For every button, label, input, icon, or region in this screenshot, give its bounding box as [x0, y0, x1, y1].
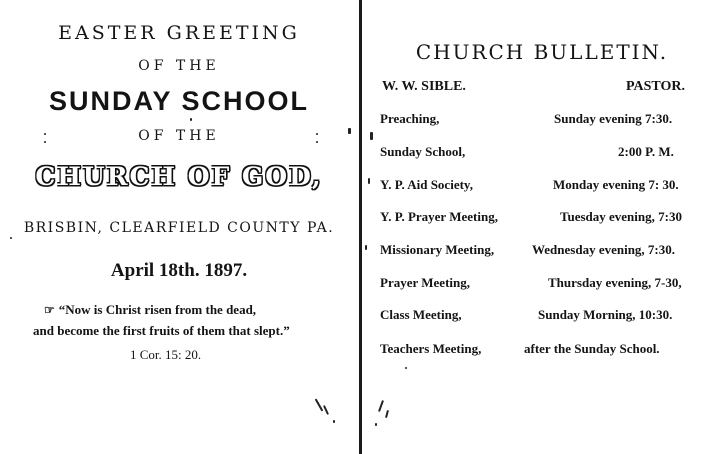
pastor-label: PASTOR.: [626, 79, 685, 94]
scripture-line-1: [44, 302, 364, 318]
scan-speck: [44, 133, 46, 135]
service-time: Sunday Morning, 10:30.: [538, 307, 673, 322]
pointing-hand-icon: ☞: [44, 303, 55, 317]
bulletin-panel: [364, 0, 720, 454]
greeting-date: April 18th. 1897.: [110, 260, 248, 281]
scripture-line-2: and become the first fruits of them that slept.”: [33, 323, 290, 338]
service-row: [380, 177, 710, 197]
service-name: Prayer Meeting,: [380, 275, 470, 290]
service-row: [380, 209, 710, 229]
center-divider: [359, 0, 362, 454]
service-name: Preaching,: [380, 111, 440, 126]
scan-speck: [370, 132, 373, 140]
service-name: Teachers Meeting,: [380, 341, 482, 356]
service-name: Y. P. Prayer Meeting,: [380, 209, 498, 224]
pastor-name: W. W. SIBLE.: [382, 79, 466, 94]
scan-speck: [405, 367, 407, 369]
service-name: Class Meeting,: [380, 307, 462, 322]
sunday-school-title: SUNDAY SCHOOL: [48, 86, 310, 116]
scripture-reference: 1 Cor. 15: 20.: [130, 347, 202, 362]
service-row: [380, 144, 710, 164]
scan-speck: [348, 128, 351, 134]
greeting-heading: EASTER GREETING: [58, 22, 300, 44]
scripture-text-1: “Now is Christ risen from the dead,: [58, 302, 257, 317]
service-time: Sunday evening 7:30.: [554, 111, 673, 126]
scan-speck: [10, 237, 12, 239]
greeting-panel: [0, 0, 358, 454]
bulletin-title: CHURCH BULLETIN.: [415, 40, 669, 64]
service-name: Sunday School,: [380, 144, 466, 159]
service-row: [380, 111, 710, 131]
of-the-line-2: OF THE: [138, 128, 220, 144]
service-name: Missionary Meeting,: [380, 242, 495, 257]
service-time: after the Sunday School.: [524, 341, 660, 356]
service-row: [380, 275, 710, 295]
service-time: Tuesday evening, 7:30: [560, 209, 682, 224]
scan-speck: [190, 118, 192, 121]
scan-speck: [316, 133, 318, 135]
scan-speck: [375, 423, 377, 426]
scan-speck: [316, 141, 318, 143]
service-time: Monday evening 7: 30.: [553, 177, 679, 192]
service-time: 2:00 P. M.: [618, 144, 674, 159]
scan-speck: [368, 178, 370, 184]
church-name: CHURCH OF GOD,: [35, 162, 323, 191]
scan-speck: [333, 420, 335, 423]
service-row: [380, 307, 710, 327]
service-row: [380, 242, 710, 262]
service-name: Y. P. Aid Society,: [380, 177, 473, 192]
service-time: Wednesday evening, 7:30.: [532, 242, 676, 257]
scan-speck: [365, 245, 367, 250]
location-line: BRISBIN, CLEARFIELD COUNTY PA.: [23, 220, 335, 236]
of-the-line-1: OF THE: [138, 58, 220, 74]
service-row: [380, 341, 710, 361]
scan-speck: [44, 141, 46, 143]
service-time: Thursday evening, 7-30,: [548, 275, 682, 290]
